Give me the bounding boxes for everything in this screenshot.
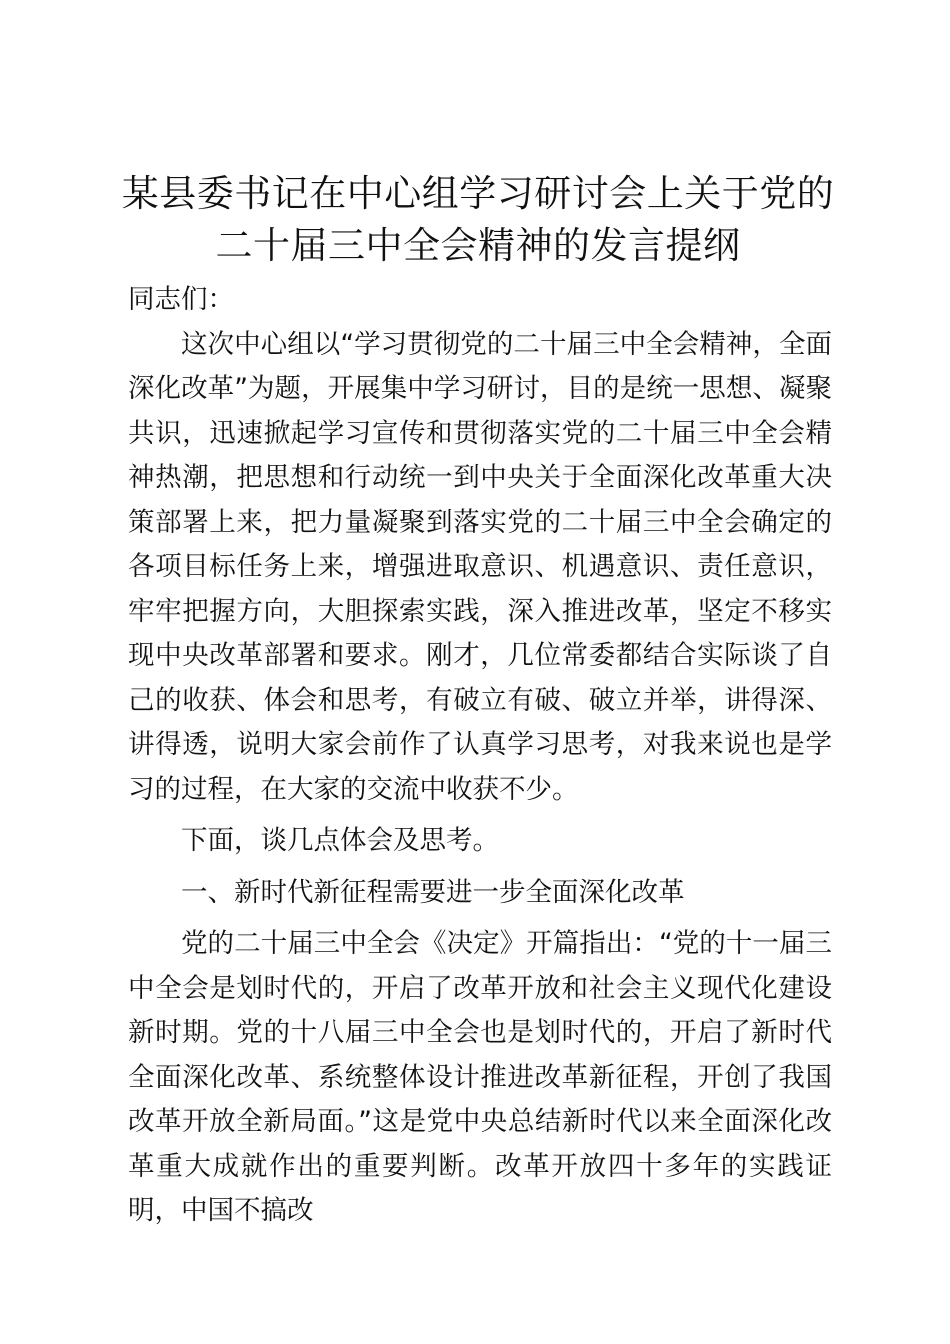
paragraph-intro: 这次中心组以“学习贯彻党的二十届三中全会精神，全面深化改革”为题，开展集中学习研讨，目的是统一思想、凝聚共识，迅速掀起学习宣传和贯彻落实党的二十届三中全会精神热潮，把思想和行动统一到中央关于全面深化改革重大决策部署上来，把力量凝聚到落实党的二十届三中全会确定的各项目标任务上来，增强进取意识、机遇意识、责任意识，牢牢把握方向，大胆探索实践，深入推进改革，坚定不移实现中央改革部署和要求。刚才，几位常委都结合实际谈了自己的收获、体会和思考，有破立有破、破立并举，讲得深、讲得透，说明大家会前作了认真学习思考，对我来说也是学习的过程，在大家的交流中收获不少。 <box>128 328 832 805</box>
document-body <box>128 278 832 1234</box>
section-heading: 一、新时代新征程需要进一步全面深化改革 <box>181 876 685 908</box>
salutation: 同志们： <box>128 284 234 315</box>
document-title: 某县委书记在中心组学习研讨会上关于党的二十届三中全会精神的发言提纲 <box>121 172 835 267</box>
section-paragraph: 党的二十届三中全会《决定》开篇指出：“党的十一届三中全会是划时代的，开启了改革开放和社会主义现代化建设新时期。党的十八届三中全会也是划时代的，开启了新时代全面深化改革、系统整体设计推进改革新征程，开创了我国改革开放全新局面。”这是党中央总结新时代以来全面深化改革重大成就作出的重要判断。改革开放四十多年的实践证明，中国不搞改 <box>128 928 832 1226</box>
paragraph-transition: 下面，谈几点体会及思考。 <box>181 825 499 856</box>
